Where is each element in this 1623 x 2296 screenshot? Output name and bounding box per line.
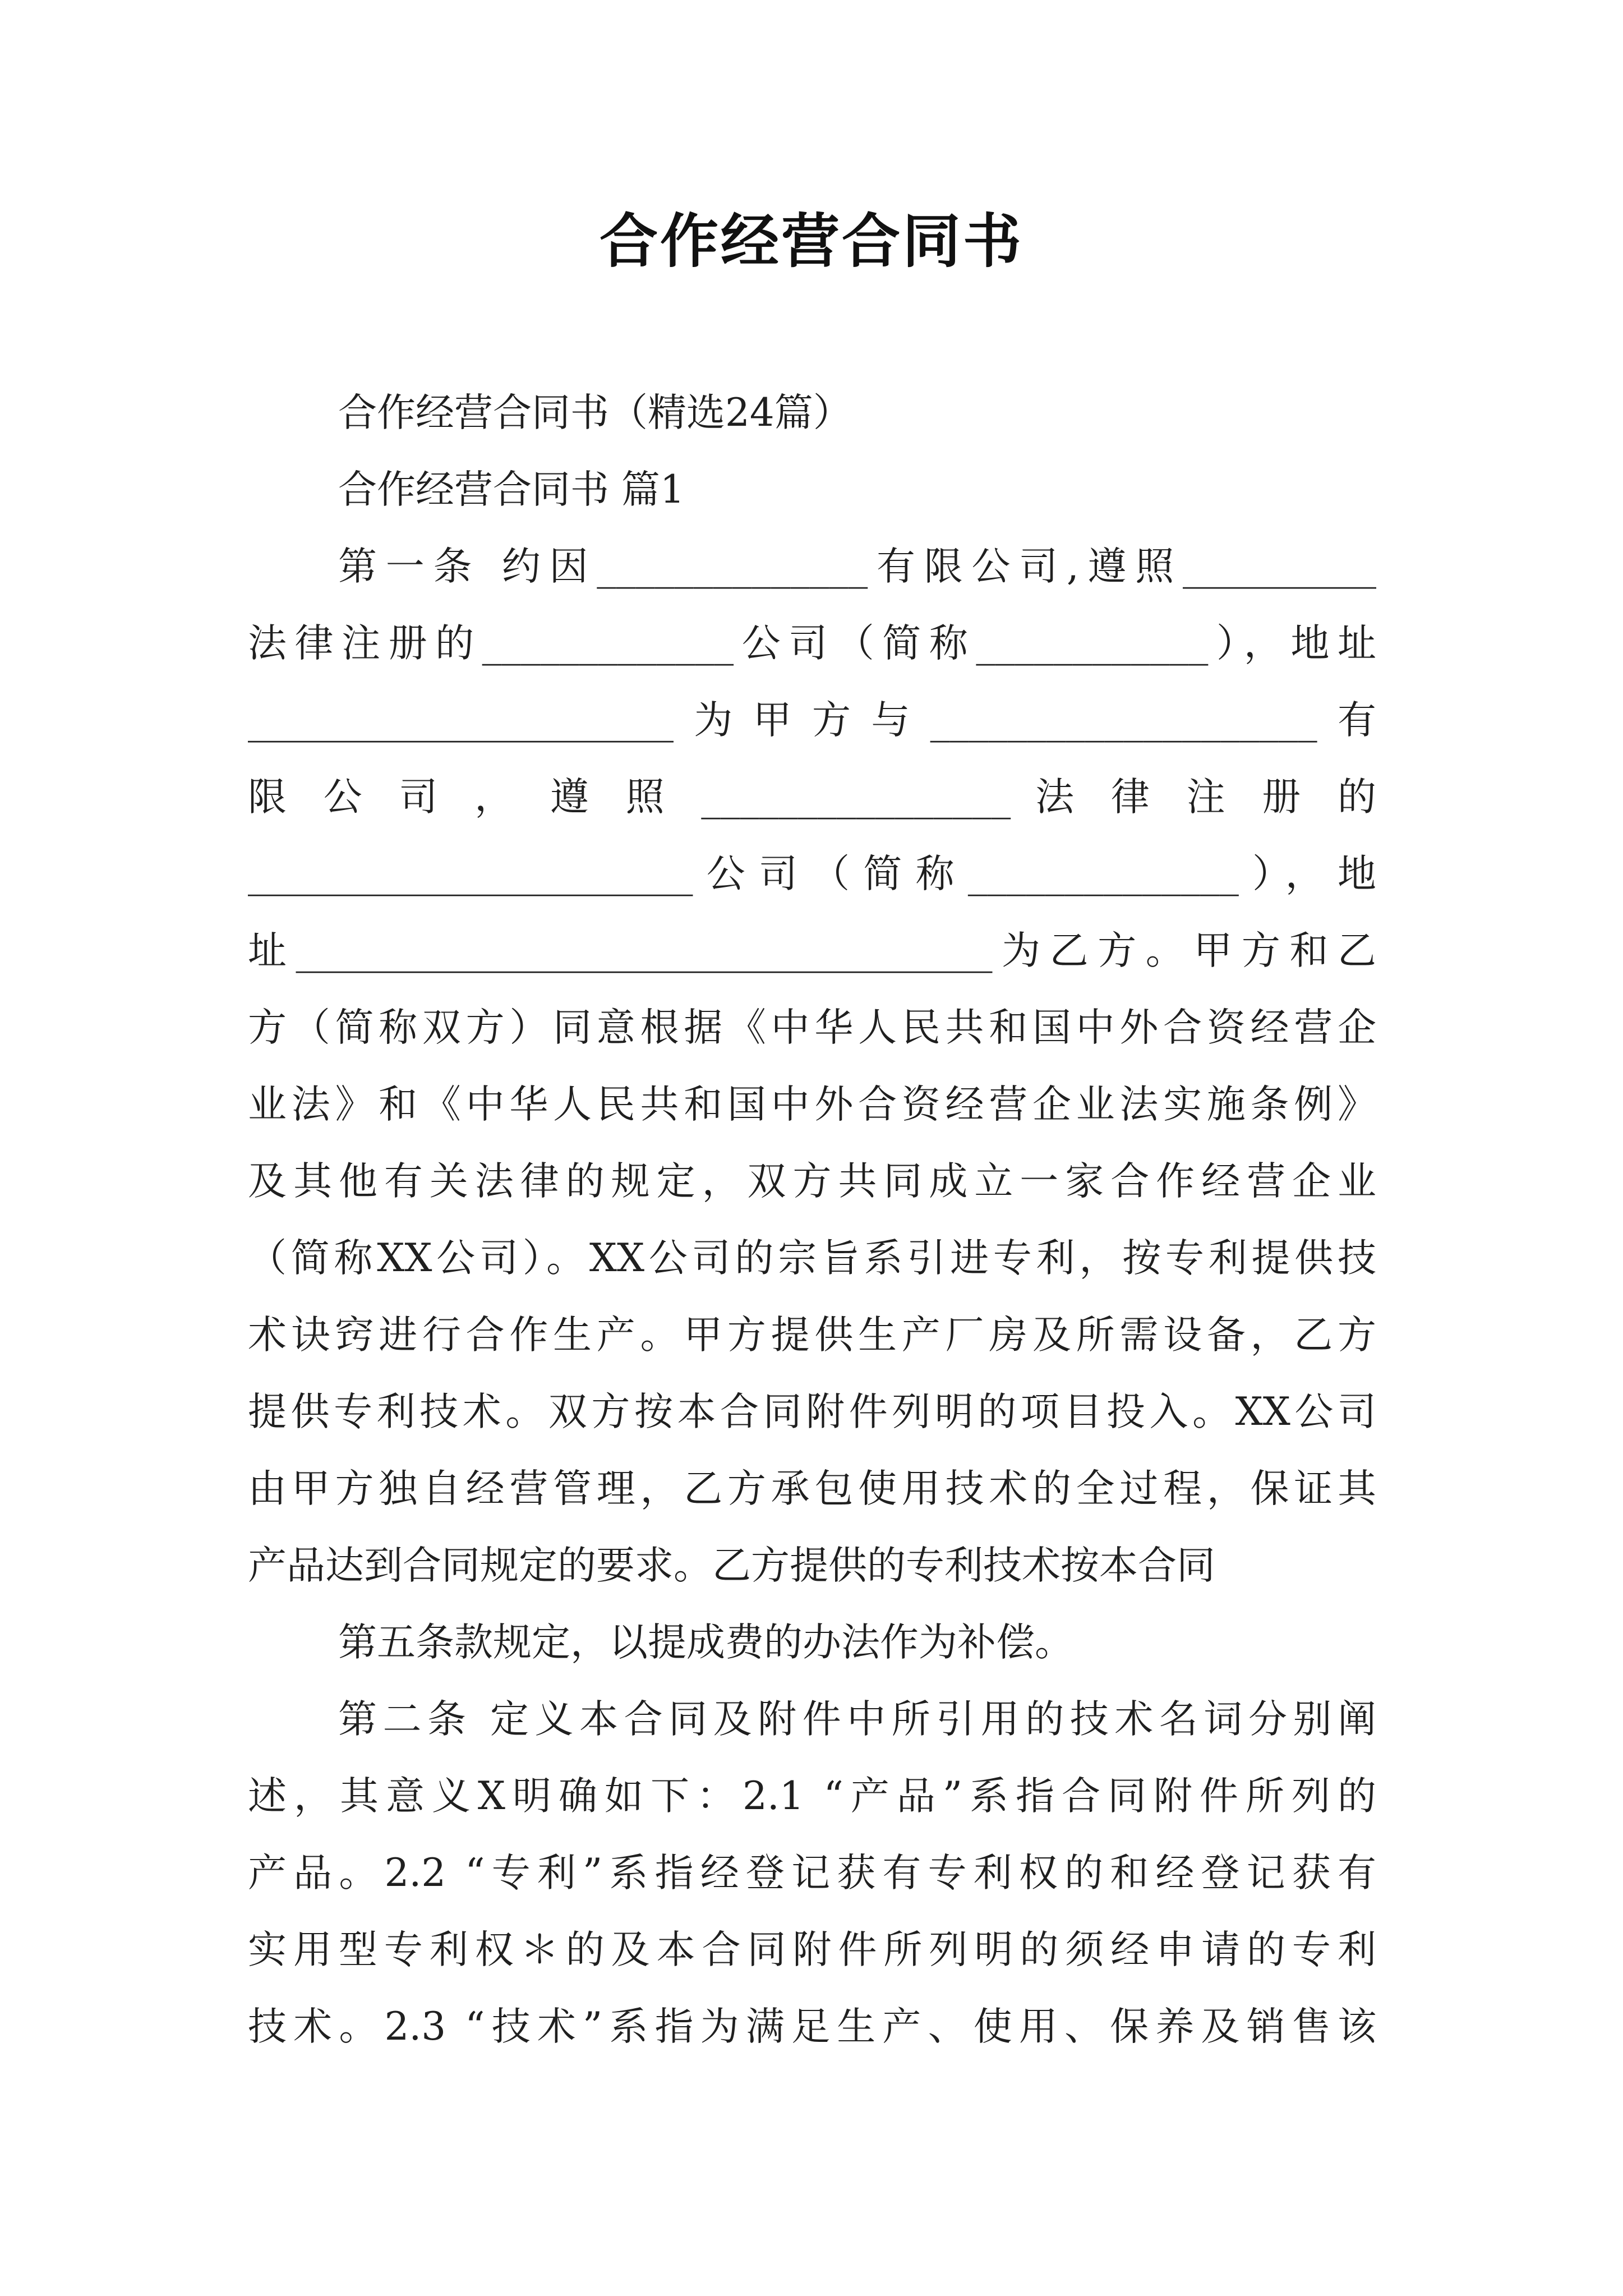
document-title: 合作经营合同书 [599,207,1023,275]
paragraph-line: 术诀窍进行合作生产。甲方提供生产厂房及所需设备，乙方 [248,1313,1376,1358]
paragraph-line: 技术。2.3 “技术”系指为满足生产、使用、保养及销售该 [248,2004,1376,2049]
paragraph-line: 第二条 定义本合同及附件中所引用的技术名词分别阐 [338,1697,1376,1742]
document-body [248,375,1376,2065]
paragraph-line: 第一条 约因______________有限公司,遵照__________ [338,544,1376,589]
paragraph-line: 址____________________________________为乙方。甲方和乙 [248,928,1376,973]
paragraph-line: 述，其意义X明确如下：2.1 “产品”系指合同附件所列的 [248,1774,1376,1819]
paragraph-line: 业法》和《中华人民共和国中外合资经营企业法实施条例》 [248,1082,1376,1127]
paragraph-line: 第五条款规定，以提成费的办法作为补偿。 [338,1620,1073,1665]
paragraph-line: （简称XX公司）。XX公司的宗旨系引进专利，按专利提供技 [248,1236,1376,1281]
section-heading: 合作经营合同书 篇1 [338,467,685,512]
paragraph-line: 提供专利技术。双方按本合同附件列明的项目投入。XX公司 [248,1389,1376,1434]
subtitle-line: 合作经营合同书（精选24篇） [338,390,852,435]
paragraph-line: 由甲方独自经营管理，乙方承包使用技术的全过程，保证其 [248,1466,1376,1511]
paragraph-line: 实用型专利权＊的及本合同附件所列明的须经申请的专利 [248,1927,1376,1972]
paragraph-line: _______________________公司（简称______________），地 [248,852,1376,896]
paragraph-line: 产品达到合同规定的要求。乙方提供的专利技术按本合同 [248,1543,1215,1588]
paragraph-line: 方（简称双方）同意根据《中华人民共和国中外合资经营企 [248,1005,1376,1050]
paragraph-line: 限 公 司 ， 遵 照 ________________ 法 律 注 册 的 [248,775,1376,820]
paragraph-line: ______________________为甲方与____________________有 [248,698,1376,743]
paragraph-line: 产品。2.2 “专利”系指经登记获有专利权的和经登记获有 [248,1851,1376,1895]
paragraph-line: 及其他有关法律的规定，双方共同成立一家合作经营企业 [248,1159,1376,1204]
paragraph-line: 法律注册的_____________公司（简称____________），地址 [248,621,1376,666]
